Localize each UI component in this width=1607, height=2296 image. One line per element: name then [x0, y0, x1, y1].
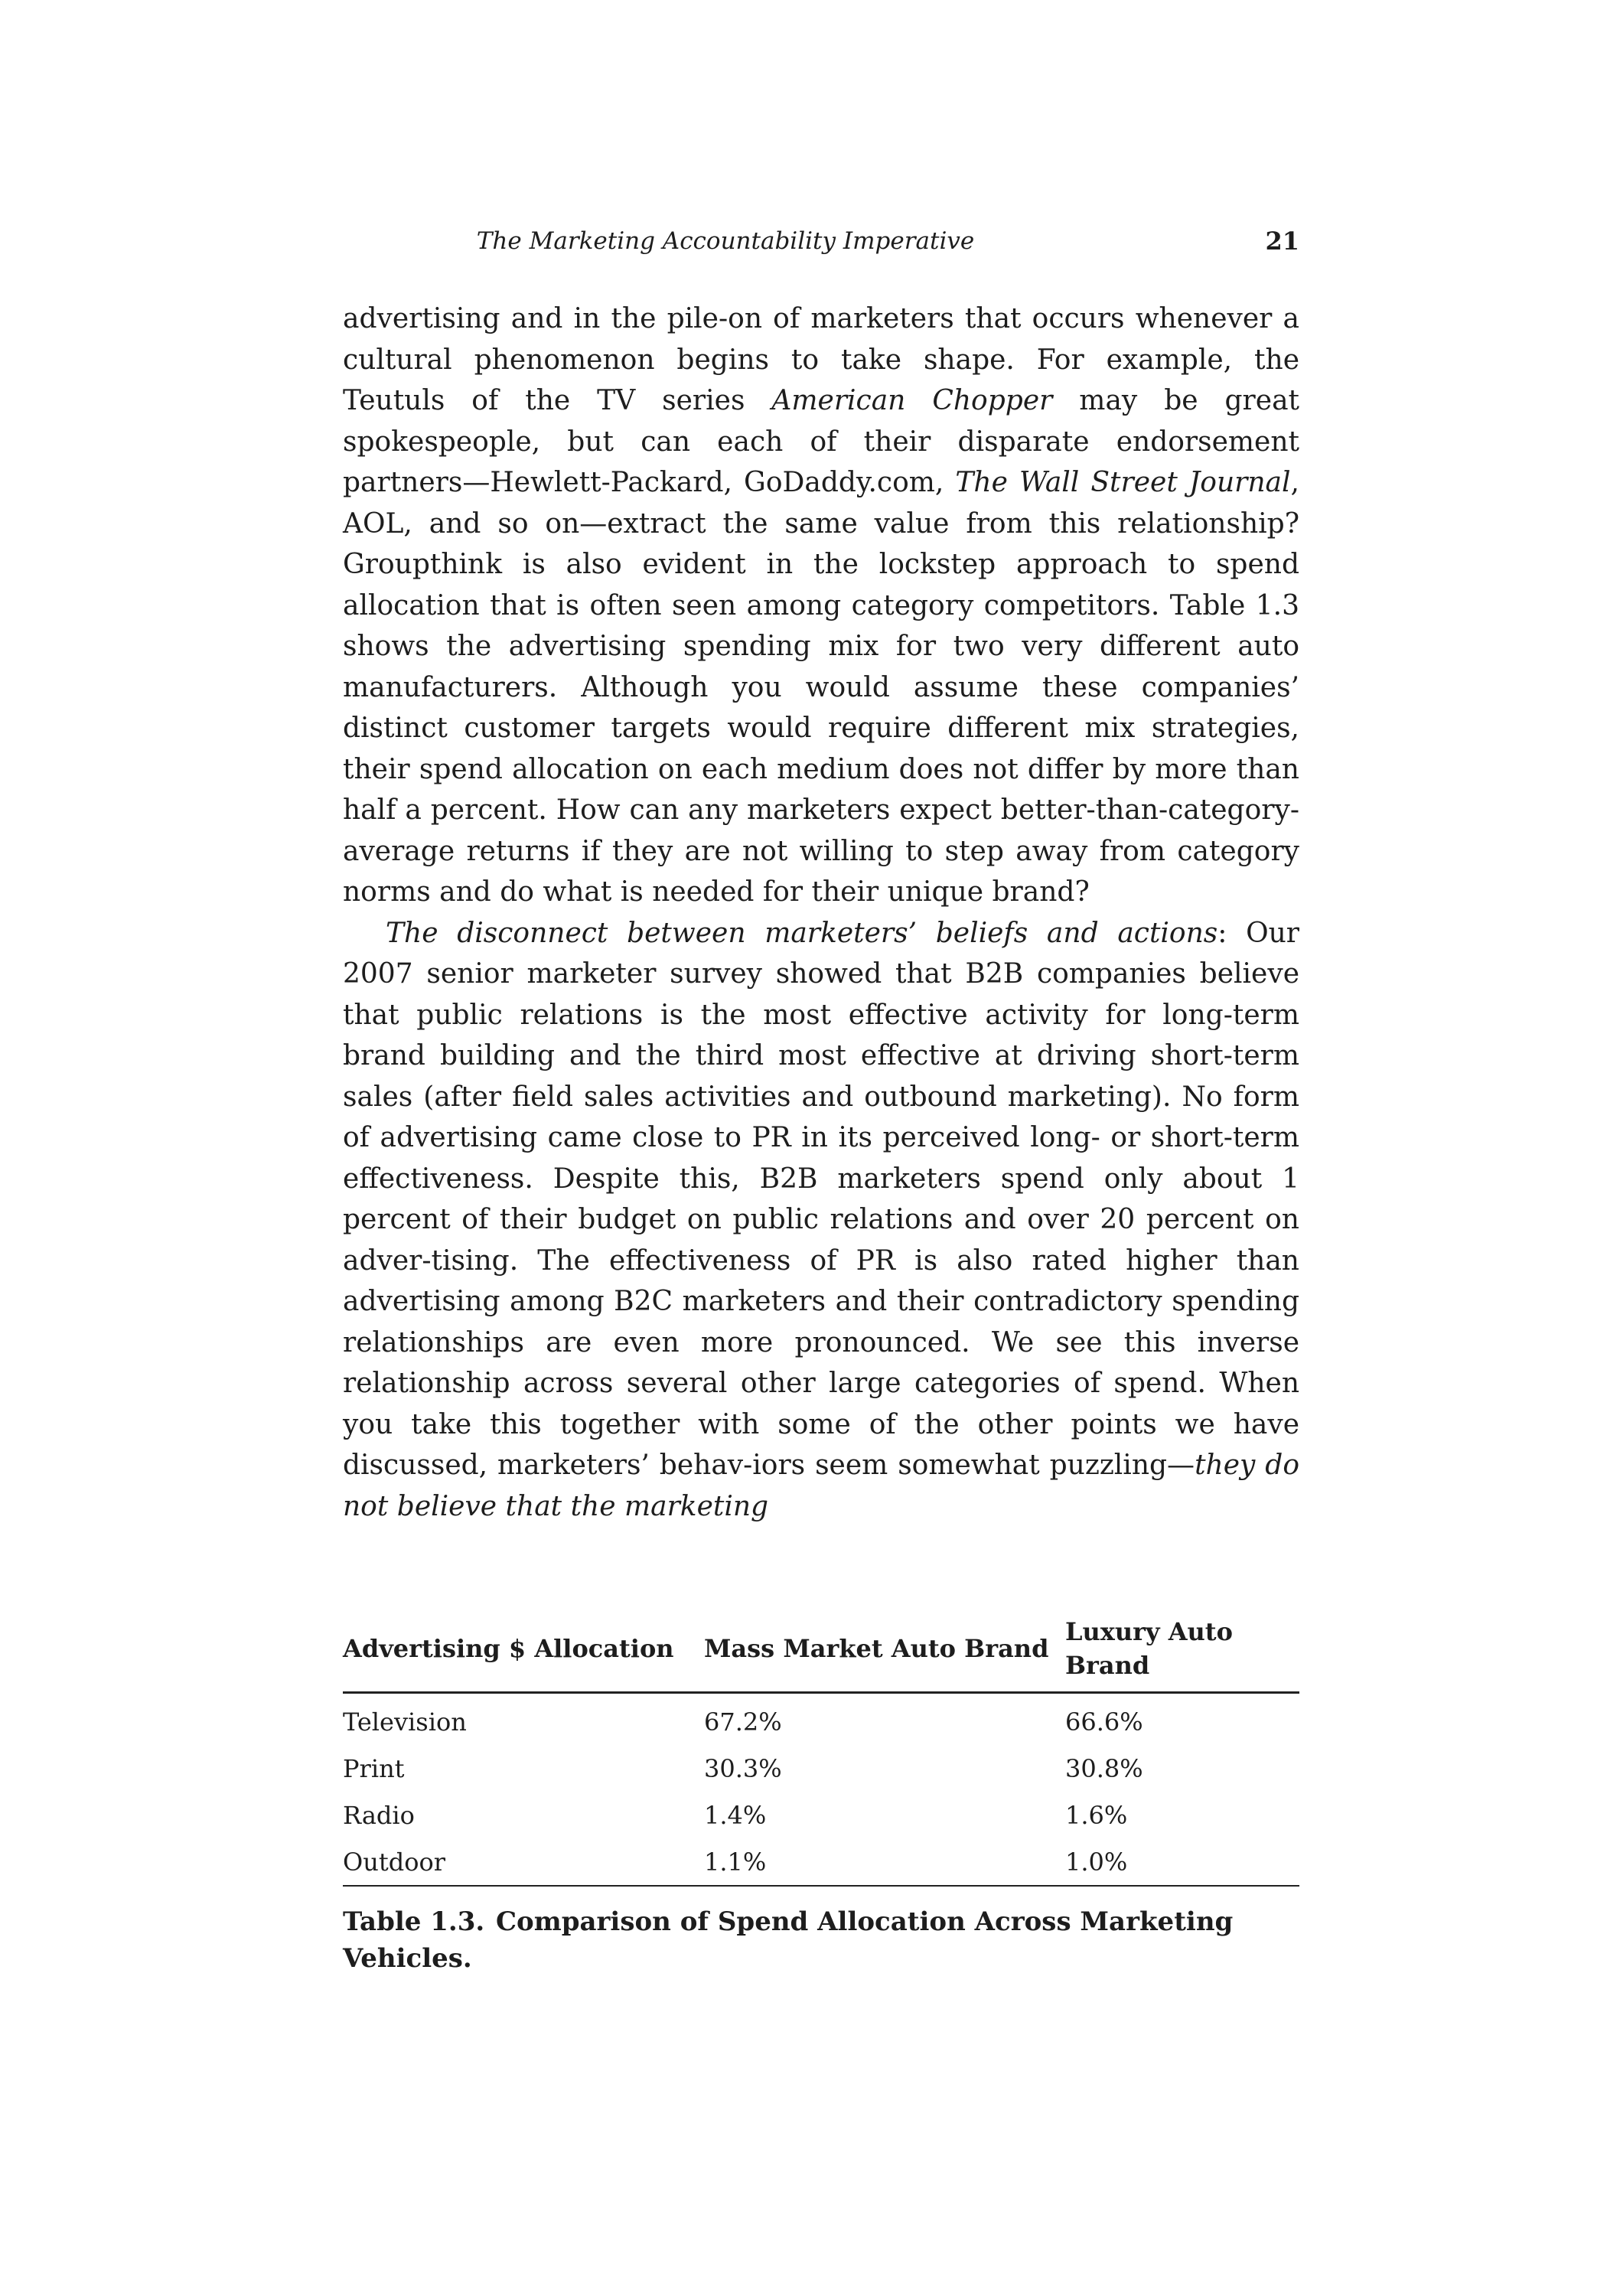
column-header-luxury: Luxury Auto Brand [1065, 1615, 1299, 1693]
spend-allocation-table-block [343, 1615, 1299, 1977]
row-label: Outdoor [343, 1838, 704, 1886]
body-text [343, 298, 1299, 1527]
luxury-value: 30.8% [1065, 1753, 1143, 1783]
running-title: The Marketing Accountability Imperative [476, 227, 975, 255]
caption-label: Table 1.3. [343, 1906, 485, 1937]
column-header-allocation: Advertising $ Allocation [343, 1615, 704, 1693]
table-row [343, 1792, 1299, 1838]
paragraph-lead-in: The disconnect between marketers’ beliefs and actions [386, 917, 1218, 949]
mass-market-value: 1.4% [704, 1800, 767, 1830]
luxury-value: 1.0% [1065, 1838, 1299, 1886]
mass-market-value: 1.1% [704, 1838, 1065, 1886]
spend-allocation-table [343, 1615, 1299, 1887]
row-label: Radio [343, 1800, 415, 1830]
paragraph-emphasis: they do not believe that the marketing [343, 1450, 1299, 1522]
running-head [343, 222, 1299, 260]
table-row [343, 1745, 1299, 1792]
paragraph-text: may be great spokespeople, but can each of their disparate endorsement partners—Hewlett-Packard, GoDaddy.com, [343, 385, 1299, 498]
paragraph-text: , AOL, and so on—extract the same value from this relationship? Groupthink is also evident in the lockstep approach to spend allocation that is often seen among category competitors. Table 1.3 shows the advertising spending mix for two very different auto manufacturers. Although you would assume these companies’ distinct customer targets would require different mix strategies, their spend allocation on each medium does not differ by more than half a percent. How can any marketers expect better-than-category-average returns if they are not willing to step away from category norms and do what is needed for their unique brand? [343, 467, 1299, 908]
mass-market-value: 30.3% [704, 1753, 782, 1783]
luxury-value: 66.6% [1065, 1707, 1143, 1737]
paragraph-disconnect [343, 913, 1299, 1528]
table-caption [343, 1903, 1299, 1977]
publication-title: The Wall Street Journal [955, 467, 1291, 498]
paragraph-groupthink [343, 298, 1299, 913]
table-header-row [343, 1615, 1299, 1693]
mass-market-value: 67.2% [704, 1707, 782, 1737]
paragraph-text: advertising and in the pile-on of marketers that occurs whenever a cultural phenomenon begins to take shape. For example, the Teutuls of the TV series [343, 303, 1299, 416]
page-number: 21 [1265, 227, 1299, 256]
luxury-value: 1.6% [1065, 1800, 1128, 1830]
table-row [343, 1693, 1299, 1746]
table-row [343, 1838, 1299, 1886]
row-label: Print [343, 1753, 405, 1783]
show-title: American Chopper [771, 385, 1053, 416]
column-header-mass-market: Mass Market Auto Brand [704, 1615, 1065, 1693]
paragraph-text: : Our 2007 senior marketer survey showed that B2B companies believe that public relations is the most effective activity for long-term brand building and the third most effective at driving short-term sales (after field sales activities and outbound marketing). No form of advertising came close to PR in its perceived long- or short-term effectiveness. Despite this, B2B marketers spend only about 1 percent of their budget on public relations and over 20 percent on adver-tising. The effectiveness of PR is also rated higher than advertising among B2C marketers and their contradictory spending relationships are even more pronounced. We see this inverse relationship across several other large categories of spend. When you take this together with some of the other points we have discussed, marketers’ behav-iors seem somewhat puzzling— [343, 917, 1300, 1481]
row-label: Television [343, 1707, 467, 1737]
caption-text: Comparison of Spend Allocation Across Marketing Vehicles. [343, 1906, 1234, 1974]
